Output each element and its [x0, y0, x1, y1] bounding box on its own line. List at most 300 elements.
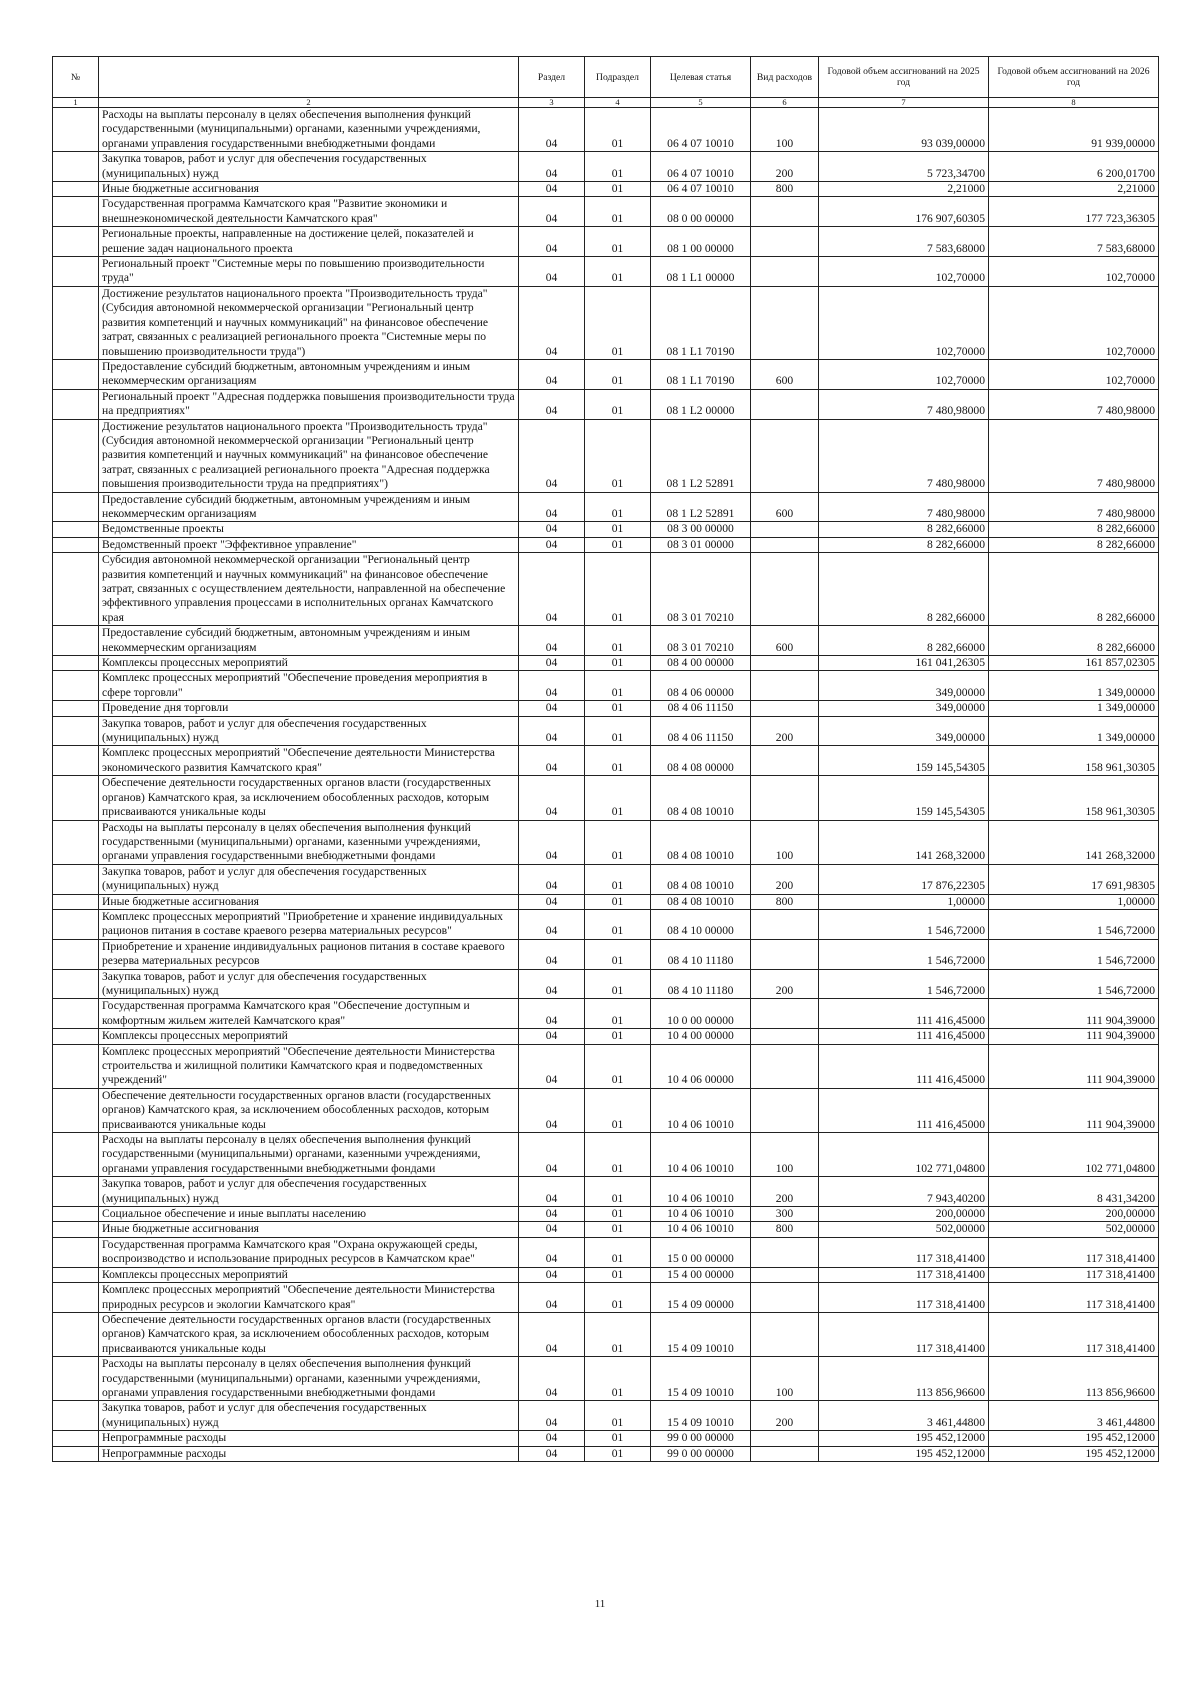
row-name: Иные бюджетные ассигнования	[99, 894, 519, 909]
row-number	[53, 286, 99, 359]
table-row	[53, 969, 1159, 999]
row-target: 15 4 09 10010	[651, 1357, 751, 1401]
row-vid: 200	[751, 1401, 819, 1431]
table-row	[53, 820, 1159, 864]
row-amount-2025: 176 907,60305	[819, 197, 989, 227]
row-amount-2026: 1 546,72000	[989, 939, 1159, 969]
row-name: Расходы на выплаты персоналу в целях обеспечения выполнения функций государственными (муниципальными) органами, казенными учреждениями, органами управления государственными внебюджетными фондами	[99, 1357, 519, 1401]
row-podrazdel: 01	[585, 1283, 651, 1313]
table-row	[53, 1029, 1159, 1044]
row-number	[53, 1312, 99, 1356]
row-vid: 600	[751, 626, 819, 656]
table-row	[53, 864, 1159, 894]
row-razdel: 04	[519, 257, 585, 287]
row-target: 08 4 06 11150	[651, 716, 751, 746]
row-target: 08 1 L1 70190	[651, 359, 751, 389]
row-razdel: 04	[519, 939, 585, 969]
row-amount-2025: 102,70000	[819, 286, 989, 359]
row-vid	[751, 909, 819, 939]
table-row	[53, 671, 1159, 701]
row-name: Предоставление субсидий бюджетным, автономным учреждениям и иным некоммерческим организациям	[99, 359, 519, 389]
row-name: Ведомственный проект "Эффективное управление"	[99, 537, 519, 552]
row-name: Иные бюджетные ассигнования	[99, 182, 519, 197]
row-podrazdel: 01	[585, 626, 651, 656]
row-name: Региональный проект "Адресная поддержка повышения производительности труда на предприятиях"	[99, 389, 519, 419]
row-number	[53, 894, 99, 909]
row-number	[53, 1029, 99, 1044]
row-podrazdel: 01	[585, 492, 651, 522]
row-razdel: 04	[519, 108, 585, 152]
row-target: 08 4 08 10010	[651, 776, 751, 820]
row-name: Расходы на выплаты персоналу в целях обеспечения выполнения функций государственными (муниципальными) органами, казенными учреждениями, органами управления государственными внебюджетными фондами	[99, 820, 519, 864]
row-vid	[751, 1431, 819, 1446]
table-row	[53, 389, 1159, 419]
row-name: Государственная программа Камчатского края "Охрана окружающей среды, воспроизводство и использование природных ресурсов в Камчатском крае"	[99, 1237, 519, 1267]
row-vid	[751, 939, 819, 969]
row-podrazdel: 01	[585, 197, 651, 227]
row-target: 08 1 00 00000	[651, 227, 751, 257]
row-target: 06 4 07 10010	[651, 152, 751, 182]
row-amount-2026: 8 282,66000	[989, 553, 1159, 626]
row-amount-2026: 117 318,41400	[989, 1283, 1159, 1313]
row-amount-2025: 8 282,66000	[819, 626, 989, 656]
row-number	[53, 626, 99, 656]
row-razdel: 04	[519, 1357, 585, 1401]
row-vid: 100	[751, 1357, 819, 1401]
row-podrazdel: 01	[585, 227, 651, 257]
row-target: 15 4 09 10010	[651, 1401, 751, 1431]
row-name: Закупка товаров, работ и услуг для обеспечения государственных (муниципальных) нужд	[99, 1177, 519, 1207]
table-body	[53, 108, 1159, 1462]
row-vid	[751, 1446, 819, 1461]
row-podrazdel: 01	[585, 389, 651, 419]
row-name: Закупка товаров, работ и услуг для обеспечения государственных (муниципальных) нужд	[99, 716, 519, 746]
row-vid: 300	[751, 1207, 819, 1222]
column-number: 8	[989, 98, 1159, 108]
row-vid: 100	[751, 108, 819, 152]
column-number: 3	[519, 98, 585, 108]
row-razdel: 04	[519, 553, 585, 626]
row-razdel: 04	[519, 820, 585, 864]
table-row	[53, 701, 1159, 716]
row-target: 08 1 L1 70190	[651, 286, 751, 359]
row-name: Комплекс процессных мероприятий "Обеспечение деятельности Министерства природных ресурсов и экологии Камчатского края"	[99, 1283, 519, 1313]
row-razdel: 04	[519, 864, 585, 894]
row-razdel: 04	[519, 1312, 585, 1356]
row-razdel: 04	[519, 671, 585, 701]
header-no: №	[53, 57, 99, 98]
row-number	[53, 864, 99, 894]
row-amount-2025: 7 480,98000	[819, 389, 989, 419]
row-vid	[751, 257, 819, 287]
row-vid: 200	[751, 1177, 819, 1207]
row-vid: 100	[751, 820, 819, 864]
table-row	[53, 656, 1159, 671]
row-razdel: 04	[519, 1446, 585, 1461]
row-number	[53, 746, 99, 776]
row-amount-2026: 177 723,36305	[989, 197, 1159, 227]
row-target: 10 4 06 10010	[651, 1088, 751, 1132]
row-target: 15 4 00 00000	[651, 1267, 751, 1282]
row-target: 08 4 06 00000	[651, 671, 751, 701]
row-razdel: 04	[519, 909, 585, 939]
row-number	[53, 1267, 99, 1282]
row-target: 10 4 06 10010	[651, 1177, 751, 1207]
row-razdel: 04	[519, 492, 585, 522]
row-podrazdel: 01	[585, 701, 651, 716]
row-target: 08 3 01 00000	[651, 537, 751, 552]
row-name: Комплекс процессных мероприятий "Обеспечение проведения мероприятия в сфере торговли"	[99, 671, 519, 701]
row-amount-2025: 102,70000	[819, 359, 989, 389]
row-amount-2026: 1 349,00000	[989, 701, 1159, 716]
row-amount-2025: 7 480,98000	[819, 492, 989, 522]
table-row	[53, 939, 1159, 969]
row-amount-2026: 8 431,34200	[989, 1177, 1159, 1207]
row-number	[53, 1283, 99, 1313]
row-number	[53, 671, 99, 701]
table-row	[53, 553, 1159, 626]
row-number	[53, 257, 99, 287]
column-number: 4	[585, 98, 651, 108]
row-number	[53, 1401, 99, 1431]
row-number	[53, 152, 99, 182]
row-name: Обеспечение деятельности государственных органов власти (государственных органов) Камчатского края, за исключением обособленных расходов, которым присваиваются уникальные коды	[99, 1088, 519, 1132]
table-row	[53, 1431, 1159, 1446]
row-vid	[751, 286, 819, 359]
row-number	[53, 909, 99, 939]
row-razdel: 04	[519, 419, 585, 492]
table-row	[53, 197, 1159, 227]
row-name: Предоставление субсидий бюджетным, автономным учреждениям и иным некоммерческим организациям	[99, 492, 519, 522]
column-number: 1	[53, 98, 99, 108]
row-amount-2025: 3 461,44800	[819, 1401, 989, 1431]
row-target: 08 3 01 70210	[651, 626, 751, 656]
row-number	[53, 389, 99, 419]
row-podrazdel: 01	[585, 182, 651, 197]
row-podrazdel: 01	[585, 864, 651, 894]
row-amount-2025: 8 282,66000	[819, 537, 989, 552]
row-number	[53, 553, 99, 626]
row-target: 10 4 06 10010	[651, 1222, 751, 1237]
row-amount-2025: 111 416,45000	[819, 1088, 989, 1132]
row-amount-2026: 117 318,41400	[989, 1312, 1159, 1356]
row-vid: 200	[751, 864, 819, 894]
row-name: Обеспечение деятельности государственных органов власти (государственных органов) Камчатского края, за исключением обособленных расходов, которым присваиваются уникальные коды	[99, 776, 519, 820]
row-razdel: 04	[519, 656, 585, 671]
row-vid	[751, 227, 819, 257]
budget-table	[52, 56, 1159, 1462]
table-row	[53, 1357, 1159, 1401]
row-amount-2025: 93 039,00000	[819, 108, 989, 152]
row-razdel: 04	[519, 776, 585, 820]
table-row	[53, 626, 1159, 656]
row-vid	[751, 1312, 819, 1356]
row-podrazdel: 01	[585, 776, 651, 820]
row-number	[53, 820, 99, 864]
table-row	[53, 999, 1159, 1029]
row-number	[53, 197, 99, 227]
row-razdel: 04	[519, 626, 585, 656]
table-row	[53, 492, 1159, 522]
row-vid	[751, 1044, 819, 1088]
row-target: 08 4 06 11150	[651, 701, 751, 716]
row-razdel: 04	[519, 1029, 585, 1044]
row-vid	[751, 1283, 819, 1313]
row-amount-2025: 117 318,41400	[819, 1237, 989, 1267]
row-number	[53, 1357, 99, 1401]
row-target: 08 1 L1 00000	[651, 257, 751, 287]
row-number	[53, 1177, 99, 1207]
row-vid: 100	[751, 1133, 819, 1177]
row-amount-2025: 1 546,72000	[819, 909, 989, 939]
row-target: 99 0 00 00000	[651, 1446, 751, 1461]
table-row	[53, 716, 1159, 746]
row-target: 08 1 L2 52891	[651, 419, 751, 492]
row-name: Расходы на выплаты персоналу в целях обеспечения выполнения функций государственными (муниципальными) органами, казенными учреждениями, органами управления государственными внебюджетными фондами	[99, 1133, 519, 1177]
row-name: Комплексы процессных мероприятий	[99, 1267, 519, 1282]
row-amount-2026: 1,00000	[989, 894, 1159, 909]
row-target: 08 4 08 10010	[651, 894, 751, 909]
row-amount-2025: 159 145,54305	[819, 776, 989, 820]
row-razdel: 04	[519, 1267, 585, 1282]
header-2025: Годовой объем ассигнований на 2025 год	[819, 57, 989, 98]
row-number	[53, 1431, 99, 1446]
row-razdel: 04	[519, 1237, 585, 1267]
row-amount-2025: 102,70000	[819, 257, 989, 287]
column-number: 5	[651, 98, 751, 108]
table-row	[53, 286, 1159, 359]
header-vid: Вид расходов	[751, 57, 819, 98]
row-number	[53, 969, 99, 999]
row-vid: 200	[751, 716, 819, 746]
row-amount-2025: 111 416,45000	[819, 999, 989, 1029]
table-row	[53, 746, 1159, 776]
row-amount-2025: 1 546,72000	[819, 969, 989, 999]
row-amount-2025: 200,00000	[819, 1207, 989, 1222]
row-amount-2025: 117 318,41400	[819, 1312, 989, 1356]
row-target: 08 1 L2 52891	[651, 492, 751, 522]
row-amount-2025: 102 771,04800	[819, 1133, 989, 1177]
row-razdel: 04	[519, 1088, 585, 1132]
row-amount-2026: 7 480,98000	[989, 389, 1159, 419]
page-number: 11	[594, 1598, 606, 1610]
row-amount-2026: 200,00000	[989, 1207, 1159, 1222]
row-name: Расходы на выплаты персоналу в целях обеспечения выполнения функций государственными (муниципальными) органами, казенными учреждениями, органами управления государственными внебюджетными фондами	[99, 108, 519, 152]
row-razdel: 04	[519, 182, 585, 197]
row-amount-2026: 7 480,98000	[989, 419, 1159, 492]
row-amount-2026: 111 904,39000	[989, 1044, 1159, 1088]
row-amount-2025: 195 452,12000	[819, 1431, 989, 1446]
row-amount-2026: 8 282,66000	[989, 537, 1159, 552]
row-number	[53, 522, 99, 537]
row-vid	[751, 656, 819, 671]
row-podrazdel: 01	[585, 1267, 651, 1282]
header-podrazdel: Подраздел	[585, 57, 651, 98]
row-number	[53, 108, 99, 152]
row-target: 10 4 06 00000	[651, 1044, 751, 1088]
table-row	[53, 182, 1159, 197]
row-amount-2025: 349,00000	[819, 701, 989, 716]
row-amount-2026: 161 857,02305	[989, 656, 1159, 671]
row-number	[53, 701, 99, 716]
row-number	[53, 1133, 99, 1177]
row-podrazdel: 01	[585, 1237, 651, 1267]
row-name: Комплекс процессных мероприятий "Обеспечение деятельности Министерства экономического развития Камчатского края"	[99, 746, 519, 776]
row-podrazdel: 01	[585, 359, 651, 389]
row-vid	[751, 1088, 819, 1132]
column-number: 6	[751, 98, 819, 108]
row-podrazdel: 01	[585, 894, 651, 909]
row-target: 08 4 10 00000	[651, 909, 751, 939]
row-target: 08 4 08 10010	[651, 820, 751, 864]
row-amount-2026: 158 961,30305	[989, 776, 1159, 820]
row-podrazdel: 01	[585, 1029, 651, 1044]
row-amount-2026: 117 318,41400	[989, 1237, 1159, 1267]
row-name: Достижение результатов национального проекта "Производительность труда" (Субсидия автономной некоммерческой организации "Региональный центр развития компетенций и научных коммуникаций" на финансовое обеспечение затрат, связанных с реализацией регионального проекта "Адресная поддержка повышения производительности труда на предприятиях")	[99, 419, 519, 492]
row-razdel: 04	[519, 537, 585, 552]
row-podrazdel: 01	[585, 999, 651, 1029]
table-row	[53, 1237, 1159, 1267]
row-amount-2026: 2,21000	[989, 182, 1159, 197]
row-razdel: 04	[519, 1222, 585, 1237]
row-razdel: 04	[519, 1133, 585, 1177]
row-podrazdel: 01	[585, 1312, 651, 1356]
row-name: Закупка товаров, работ и услуг для обеспечения государственных (муниципальных) нужд	[99, 969, 519, 999]
row-podrazdel: 01	[585, 671, 651, 701]
row-name: Проведение дня торговли	[99, 701, 519, 716]
row-podrazdel: 01	[585, 716, 651, 746]
row-vid: 200	[751, 152, 819, 182]
row-name: Субсидия автономной некоммерческой организации "Региональный центр развития компетенций и научных коммуникаций" на финансовое обеспечение затрат, связанных с осуществлением деятельности, направленной на обеспечение эффективного управления процессами в исполнительных органах Камчатского края	[99, 553, 519, 626]
row-amount-2025: 161 041,26305	[819, 656, 989, 671]
row-podrazdel: 01	[585, 969, 651, 999]
table-row	[53, 1207, 1159, 1222]
table-row	[53, 359, 1159, 389]
row-target: 08 0 00 00000	[651, 197, 751, 227]
row-razdel: 04	[519, 1283, 585, 1313]
row-vid: 800	[751, 182, 819, 197]
row-amount-2026: 17 691,98305	[989, 864, 1159, 894]
row-name: Обеспечение деятельности государственных органов власти (государственных органов) Камчатского края, за исключением обособленных расходов, которым присваиваются уникальные коды	[99, 1312, 519, 1356]
row-razdel: 04	[519, 522, 585, 537]
row-name: Приобретение и хранение индивидуальных рационов питания в составе краевого резерва материальных ресурсов	[99, 939, 519, 969]
row-podrazdel: 01	[585, 1133, 651, 1177]
row-razdel: 04	[519, 1431, 585, 1446]
row-amount-2025: 111 416,45000	[819, 1044, 989, 1088]
row-podrazdel: 01	[585, 1088, 651, 1132]
row-amount-2025: 349,00000	[819, 716, 989, 746]
row-name: Иные бюджетные ассигнования	[99, 1222, 519, 1237]
row-amount-2026: 141 268,32000	[989, 820, 1159, 864]
row-razdel: 04	[519, 701, 585, 716]
row-podrazdel: 01	[585, 939, 651, 969]
header-razdel: Раздел	[519, 57, 585, 98]
row-amount-2026: 113 856,96600	[989, 1357, 1159, 1401]
row-razdel: 04	[519, 894, 585, 909]
row-amount-2026: 3 461,44800	[989, 1401, 1159, 1431]
row-amount-2026: 111 904,39000	[989, 1088, 1159, 1132]
table-row	[53, 1312, 1159, 1356]
table-row	[53, 227, 1159, 257]
table-row	[53, 522, 1159, 537]
row-amount-2025: 117 318,41400	[819, 1267, 989, 1282]
row-amount-2026: 111 904,39000	[989, 1029, 1159, 1044]
row-podrazdel: 01	[585, 1357, 651, 1401]
row-razdel: 04	[519, 1207, 585, 1222]
row-target: 08 3 01 70210	[651, 553, 751, 626]
table-row	[53, 1088, 1159, 1132]
row-podrazdel: 01	[585, 1446, 651, 1461]
row-amount-2026: 117 318,41400	[989, 1267, 1159, 1282]
row-name: Закупка товаров, работ и услуг для обеспечения государственных (муниципальных) нужд	[99, 864, 519, 894]
row-target: 08 4 00 00000	[651, 656, 751, 671]
row-amount-2025: 117 318,41400	[819, 1283, 989, 1313]
row-razdel: 04	[519, 746, 585, 776]
row-vid: 800	[751, 1222, 819, 1237]
row-number	[53, 359, 99, 389]
row-vid	[751, 537, 819, 552]
row-podrazdel: 01	[585, 257, 651, 287]
row-amount-2026: 1 546,72000	[989, 909, 1159, 939]
row-amount-2026: 102 771,04800	[989, 1133, 1159, 1177]
row-amount-2026: 6 200,01700	[989, 152, 1159, 182]
row-amount-2026: 195 452,12000	[989, 1431, 1159, 1446]
row-amount-2025: 349,00000	[819, 671, 989, 701]
row-target: 15 4 09 00000	[651, 1283, 751, 1313]
table-row	[53, 1283, 1159, 1313]
row-name: Комплекс процессных мероприятий "Обеспечение деятельности Министерства строительства и жилищной политики Камчатского края и подведомственных учреждений"	[99, 1044, 519, 1088]
column-number: 2	[99, 98, 519, 108]
row-amount-2025: 1,00000	[819, 894, 989, 909]
row-vid	[751, 197, 819, 227]
header-name	[99, 57, 519, 98]
row-number	[53, 419, 99, 492]
row-razdel: 04	[519, 227, 585, 257]
row-amount-2026: 195 452,12000	[989, 1446, 1159, 1461]
row-razdel: 04	[519, 969, 585, 999]
row-number	[53, 1222, 99, 1237]
row-vid	[751, 701, 819, 716]
row-number	[53, 1044, 99, 1088]
row-razdel: 04	[519, 152, 585, 182]
row-target: 99 0 00 00000	[651, 1431, 751, 1446]
row-podrazdel: 01	[585, 746, 651, 776]
row-number	[53, 1237, 99, 1267]
row-amount-2026: 1 546,72000	[989, 969, 1159, 999]
row-name: Закупка товаров, работ и услуг для обеспечения государственных (муниципальных) нужд	[99, 152, 519, 182]
row-vid: 600	[751, 492, 819, 522]
row-target: 08 4 08 00000	[651, 746, 751, 776]
row-number	[53, 939, 99, 969]
table-row	[53, 257, 1159, 287]
row-podrazdel: 01	[585, 1431, 651, 1446]
table-row	[53, 776, 1159, 820]
row-podrazdel: 01	[585, 1207, 651, 1222]
budget-table-sheet	[52, 56, 1158, 1462]
row-amount-2025: 111 416,45000	[819, 1029, 989, 1044]
row-number	[53, 492, 99, 522]
row-amount-2026: 158 961,30305	[989, 746, 1159, 776]
row-vid	[751, 553, 819, 626]
row-number	[53, 716, 99, 746]
row-number	[53, 1088, 99, 1132]
table-row	[53, 1222, 1159, 1237]
row-number	[53, 656, 99, 671]
row-vid	[751, 1267, 819, 1282]
row-amount-2026: 102,70000	[989, 257, 1159, 287]
row-amount-2025: 141 268,32000	[819, 820, 989, 864]
row-amount-2025: 7 583,68000	[819, 227, 989, 257]
